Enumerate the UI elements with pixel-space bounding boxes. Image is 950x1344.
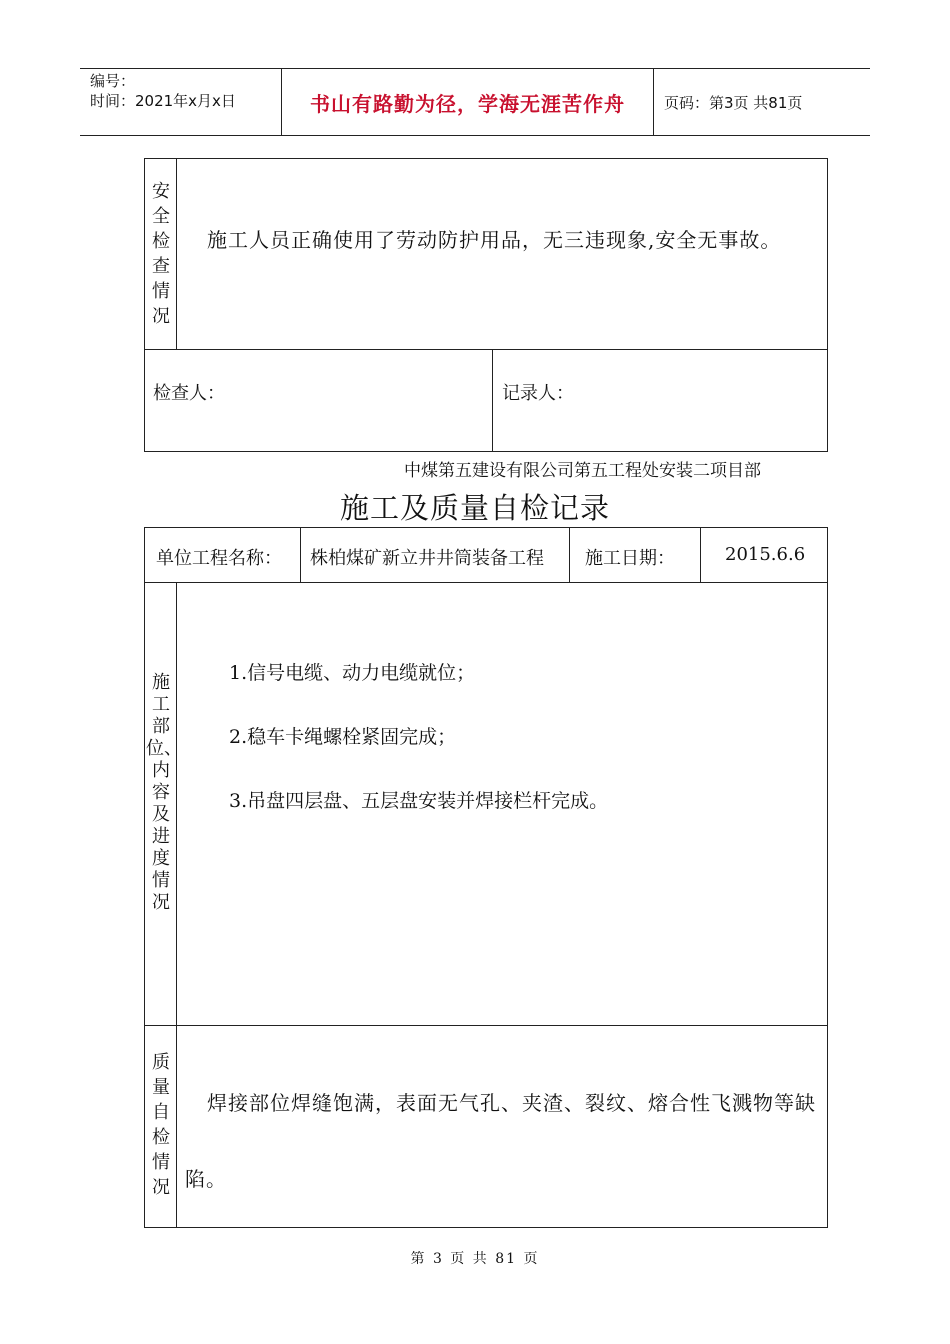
quality-check-content bbox=[185, 1065, 825, 1217]
safety-check-table bbox=[144, 158, 828, 452]
header-motto: 书山有路勤为径，学海无涯苦作舟 bbox=[282, 69, 654, 135]
page-header bbox=[80, 68, 870, 136]
quality-check-text: 焊接部位焊缝饱满，表面无气孔、夹渣、裂纹、熔合性飞溅物等缺陷。 bbox=[185, 1091, 816, 1191]
unit-name-label: 单位工程名称： bbox=[156, 548, 282, 569]
header-page-number: 页码：第3页 共81页 bbox=[664, 93, 803, 112]
document-number-label: 编号： bbox=[90, 72, 136, 90]
unit-name-value: 株柏煤矿新立井井筒装备工程 bbox=[310, 548, 544, 569]
inspector-label: 检查人： bbox=[153, 383, 225, 404]
progress-item: 3.吊盘四层盘、五层盘安装并焊接栏杆完成。 bbox=[229, 790, 609, 812]
safety-check-text: 施工人员正确使用了劳动防护用品，无三违现象,安全无事故。 bbox=[207, 228, 782, 252]
document-time-label: 时间：2021年x月x日 bbox=[90, 92, 236, 110]
safety-check-label: 安全检查情况 bbox=[152, 181, 170, 327]
page-footer: 第 3 页 共 81 页 bbox=[410, 1251, 540, 1267]
construction-record-table bbox=[144, 527, 828, 1228]
construction-date-label: 施工日期： bbox=[585, 548, 675, 569]
quality-check-label: 质量自检情况 bbox=[152, 1052, 170, 1198]
progress-item: 1.信号电缆、动力电缆就位； bbox=[229, 662, 476, 684]
progress-item: 2.稳车卡绳螺栓紧固完成； bbox=[229, 726, 457, 748]
recorder-label: 记录人： bbox=[502, 383, 574, 404]
safety-check-content bbox=[185, 215, 825, 265]
header-meta bbox=[80, 69, 282, 135]
progress-label: 施工部位、内容及进度情况 bbox=[146, 672, 182, 913]
company-name: 中煤第五建设有限公司第五工程处安装二项目部 bbox=[404, 461, 761, 481]
page-title: 施工及质量自检记录 bbox=[339, 491, 610, 525]
construction-date-value: 2015.6.6 bbox=[725, 544, 806, 565]
